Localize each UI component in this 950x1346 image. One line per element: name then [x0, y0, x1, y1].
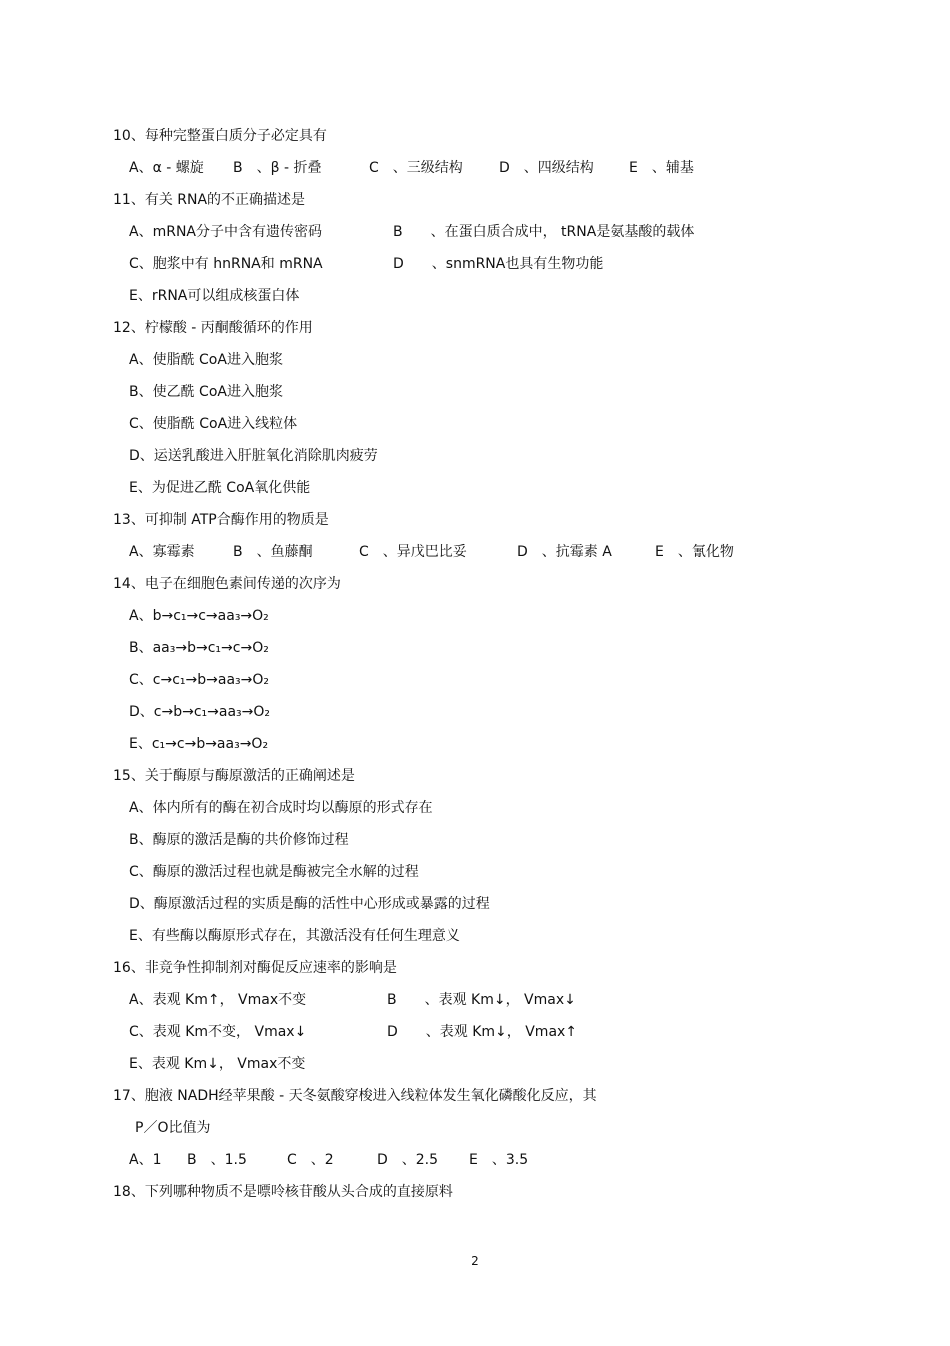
option: B 、鱼藤酮	[233, 544, 313, 560]
question-stem: 10、每种完整蛋白质分子必定具有	[113, 128, 327, 144]
option-row	[113, 536, 833, 568]
option-row	[113, 984, 833, 1016]
option-row	[113, 216, 833, 248]
option: D 、四级结构	[499, 160, 594, 176]
question-stem-continued: P／O比值为	[135, 1120, 211, 1136]
option: B、酶原的激活是酶的共价修饰过程	[129, 832, 349, 848]
option: A、mRNA分子中含有遗传密码	[129, 224, 322, 240]
option: C 、三级结构	[369, 160, 463, 176]
option: E、c₁→c→b→aa₃→O₂	[129, 736, 269, 752]
option: E、有些酶以酶原形式存在，其激活没有任何生理意义	[129, 928, 460, 944]
question-stem: 11、有关 RNA的不正确描述是	[113, 192, 306, 208]
option: E 、辅基	[629, 160, 694, 176]
option: D、酶原激活过程的实质是酶的活性中心形成或暴露的过程	[129, 896, 490, 912]
question-stem: 17、胞液 NADH经苹果酸 - 天冬氨酸穿梭进入线粒体发生氧化磷酸化反应，其	[113, 1088, 597, 1104]
option: D 、表观 Km↓， Vmax↑	[387, 1024, 578, 1040]
option: C、使脂酰 CoA进入线粒体	[129, 416, 298, 432]
question-stem: 14、电子在细胞色素间传递的次序为	[113, 576, 341, 592]
option: C、表观 Km不变， Vmax↓	[129, 1024, 307, 1040]
option: C 、异戊巴比妥	[359, 544, 467, 560]
option: A、体内所有的酶在初合成时均以酶原的形式存在	[129, 800, 433, 816]
option: D 、2.5	[377, 1152, 439, 1168]
option: B 、1.5	[187, 1152, 247, 1168]
option: B 、在蛋白质合成中， tRNA是氨基酸的载体	[393, 224, 695, 240]
option: C 、2	[287, 1152, 334, 1168]
option: B 、β - 折叠	[233, 160, 322, 176]
option: A、b→c₁→c→aa₃→O₂	[129, 608, 269, 624]
option: B 、表观 Km↓， Vmax↓	[387, 992, 576, 1008]
option-row	[113, 248, 833, 280]
option: C、酶原的激活过程也就是酶被完全水解的过程	[129, 864, 419, 880]
option: A、寡霉素	[129, 544, 195, 560]
option: D、c→b→c₁→aa₃→O₂	[129, 704, 270, 720]
option: C、c→c₁→b→aa₃→O₂	[129, 672, 269, 688]
option: E 、3.5	[469, 1152, 529, 1168]
option-row	[113, 1144, 833, 1176]
option: D 、抗霉素 A	[517, 544, 612, 560]
option: B、使乙酰 CoA进入胞浆	[129, 384, 283, 400]
option: E、rRNA可以组成核蛋白体	[129, 288, 300, 304]
question-stem: 12、柠檬酸 - 丙酮酸循环的作用	[113, 320, 313, 336]
option: D 、snmRNA也具有生物功能	[393, 256, 604, 272]
question-stem: 18、下列哪种物质不是嘌呤核苷酸从头合成的直接原料	[113, 1184, 453, 1200]
option: E 、氰化物	[655, 544, 734, 560]
question-stem: 16、非竞争性抑制剂对酶促反应速率的影响是	[113, 960, 397, 976]
question-stem: 15、关于酶原与酶原激活的正确阐述是	[113, 768, 355, 784]
option: D、运送乳酸进入肝脏氧化消除肌肉疲劳	[129, 448, 378, 464]
question-stem: 13、可抑制 ATP合酶作用的物质是	[113, 512, 329, 528]
option: A、α - 螺旋	[129, 160, 204, 176]
option: A、表观 Km↑， Vmax不变	[129, 992, 307, 1008]
page-number: 2	[471, 1254, 479, 1268]
question-list	[113, 120, 833, 1208]
option: A、1	[129, 1152, 162, 1168]
option: E、为促进乙酰 CoA氧化供能	[129, 480, 311, 496]
option: B、aa₃→b→c₁→c→O₂	[129, 640, 269, 656]
option-row	[113, 1016, 833, 1048]
option: E、表观 Km↓， Vmax不变	[129, 1056, 306, 1072]
option: C、胞浆中有 hnRNA和 mRNA	[129, 256, 323, 272]
option: A、使脂酰 CoA进入胞浆	[129, 352, 283, 368]
option-row	[113, 152, 833, 184]
